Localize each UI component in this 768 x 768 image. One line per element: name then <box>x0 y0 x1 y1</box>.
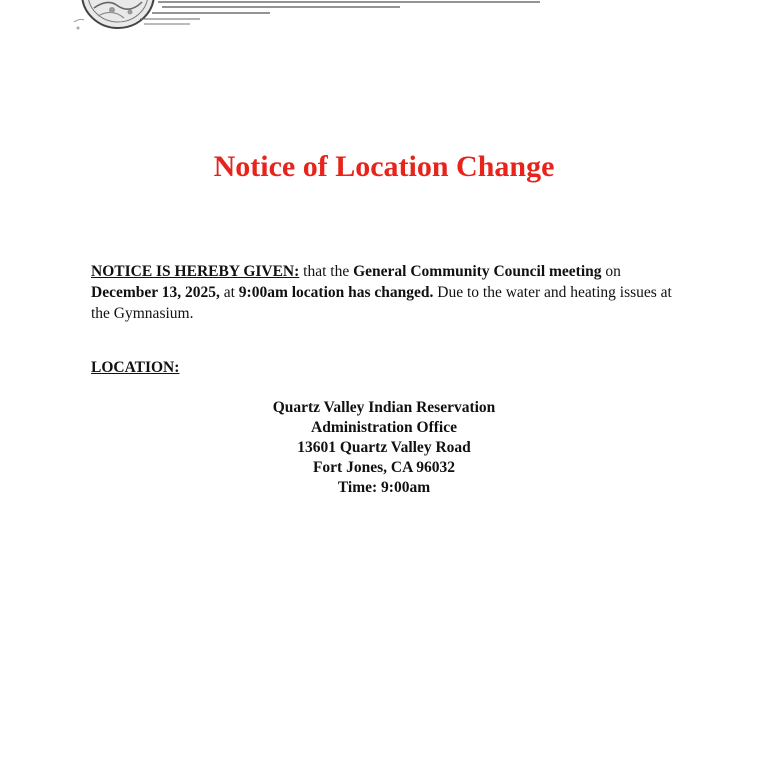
notice-text-3: at <box>219 284 239 301</box>
meeting-name: General Community Council meeting <box>353 263 602 280</box>
meeting-time-phrase: 9:00am location has changed. <box>238 284 434 301</box>
location-heading: LOCATION: <box>91 359 180 376</box>
notice-paragraph <box>91 261 691 324</box>
notice-text-2: on <box>601 263 621 280</box>
letterhead-rules <box>140 0 540 30</box>
notice-text-4: Due to the water and heating issues at the Gymnasium. <box>91 284 672 322</box>
address-line-reservation: Quartz Valley Indian Reservation <box>272 399 496 416</box>
letterhead <box>0 0 768 40</box>
location-address <box>0 398 768 498</box>
address-line-office: Administration Office <box>311 419 457 436</box>
notice-text-1: that the <box>299 263 354 280</box>
meeting-date: December 13, 2025, <box>91 284 220 301</box>
address-line-street: 13601 Quartz Valley Road <box>297 439 471 456</box>
address-line-time: Time: 9:00am <box>337 479 431 496</box>
notice-lead-in: NOTICE IS HEREBY GIVEN: <box>91 263 300 280</box>
address-line-city: Fort Jones, CA 96032 <box>312 459 456 476</box>
notice-title: Notice of Location Change <box>213 150 555 183</box>
